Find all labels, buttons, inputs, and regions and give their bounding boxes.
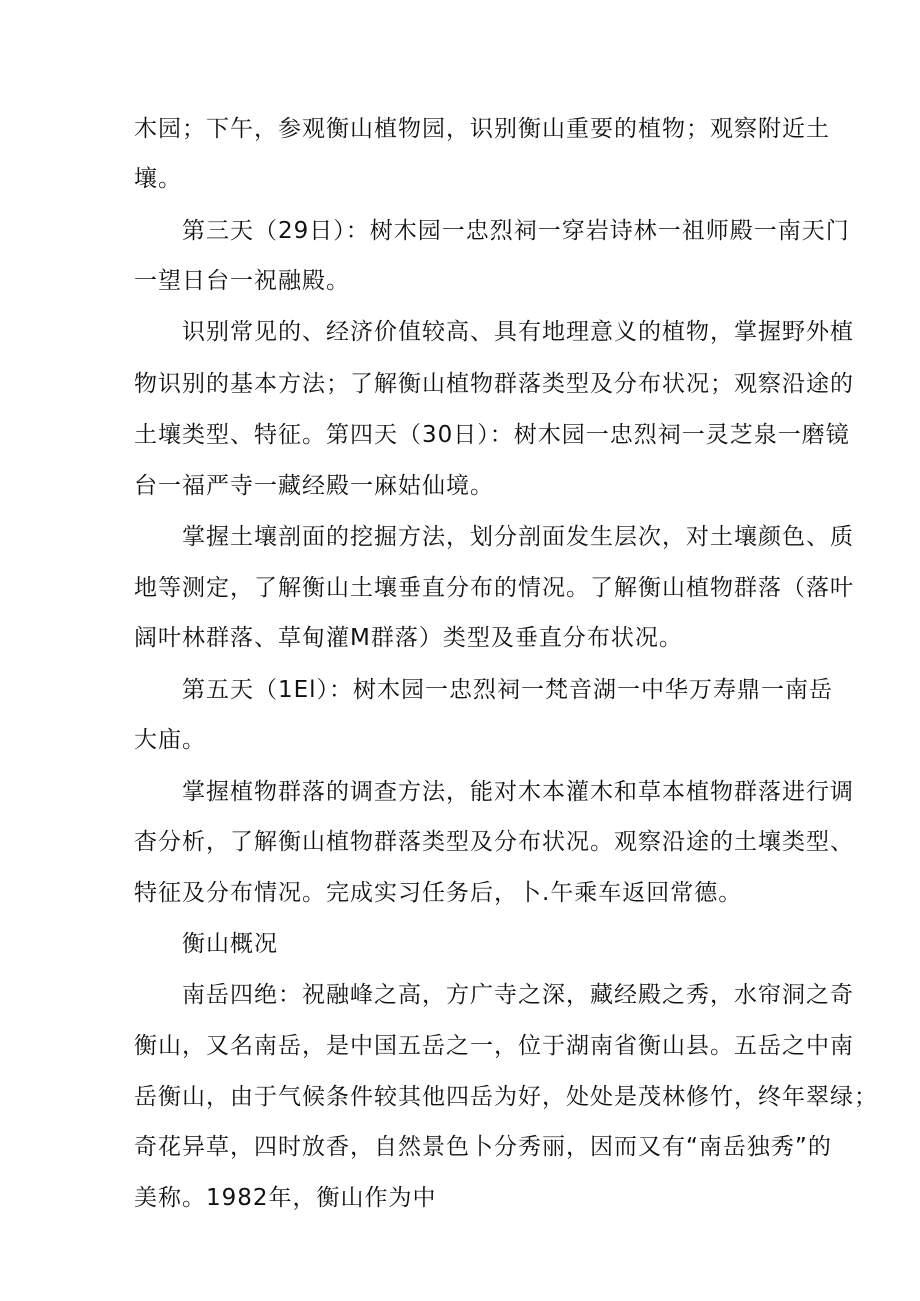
text-line: 一望日台一祝融殿。 xyxy=(134,268,350,294)
text-line: 特征及分布情况。完成实习任务后，卜.午乘车返回常德。 xyxy=(134,880,743,906)
text-line: 大庙。 xyxy=(134,727,206,753)
text-line: 掌握植物群落的调查方法，能对木本灌木和草本植物群落进行调 xyxy=(182,779,854,805)
text-line: 美称。1982年，衡山作为中 xyxy=(134,1185,437,1211)
text-line: 地等测定，了解衡山土壤垂直分布的情况。了解衡山植物群落（落叶 xyxy=(134,575,854,601)
section-heading: 衡山概况 xyxy=(182,931,278,957)
text-line: 物识别的基本方法；了解衡山植物群落类型及分布状况；观察沿途的 xyxy=(134,371,854,397)
text-line: 台一福严寺一藏经殿一麻姑仙境。 xyxy=(134,473,494,499)
text-line: 阔叶林群落、草甸灌M群落）类型及垂直分布状况。 xyxy=(134,625,683,651)
text-line: 壤。 xyxy=(134,166,182,192)
text-line: 木园；下午，参观衡山植物园，识别衡山重要的植物；观察附近土 xyxy=(134,116,830,142)
text-line: 第三天（29日）：树木园一忠烈祠一穿岩诗林一祖师殿一南天门 xyxy=(182,218,850,244)
text-line: 识别常见的、经济价值较高、具有地理意义的植物，掌握野外植 xyxy=(182,319,854,345)
text-line: 岳衡山，由于气候条件较其他四岳为好，处处是茂林修竹，终年翠绿； xyxy=(134,1084,878,1110)
text-line: 奇花异草，四时放香，自然景色卜分秀丽，因而又有“南岳独秀”的 xyxy=(134,1134,832,1160)
text-line: 第五天（1El）：树木园一忠烈祠一梵音湖一中华万寿鼎一南岳 xyxy=(182,677,834,703)
text-line: 衡山，又名南岳，是中国五岳之一，位于湖南省衡山县。五岳之中南 xyxy=(134,1033,854,1059)
text-line: 杳分析，了解衡山植物群落类型及分布状况。观察沿途的土壤类型、 xyxy=(134,829,854,855)
text-line: 掌握土壤剖面的挖掘方法，划分剖面发生层次，对土壤颜色、质 xyxy=(182,524,854,550)
text-line: 南岳四绝：祝融峰之高，方广寺之深，藏经殿之秀，水帘洞之奇 xyxy=(182,982,854,1008)
text-line: 土壤类型、特征。第四天（30日）：树木园一忠烈祠一灵芝泉一磨镜 xyxy=(134,422,850,448)
